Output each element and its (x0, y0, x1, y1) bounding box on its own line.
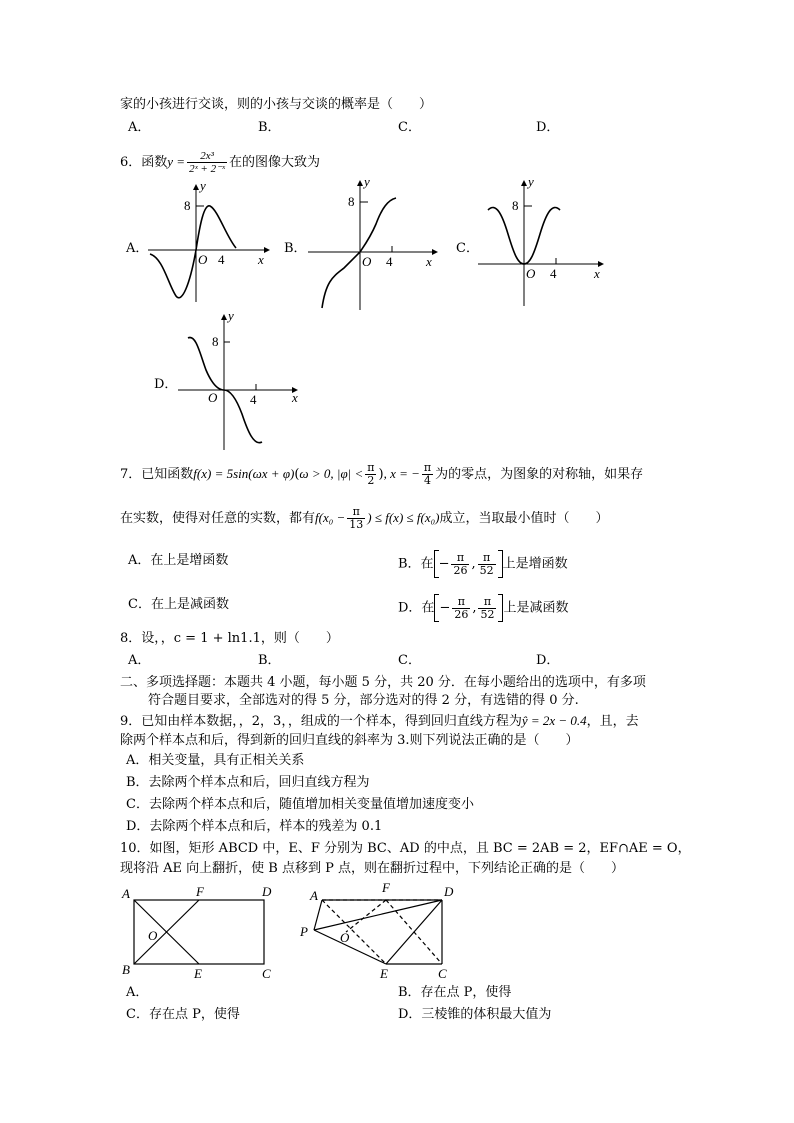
svg-text:x: x (292, 390, 298, 405)
svg-text:C: C (438, 966, 447, 981)
q9-option-b[interactable]: B．去除两个样本点和后，回归直线方程为 (126, 775, 370, 790)
q9-line2: 除两个样本点和后，得到新的回归直线的斜率为 3.则下列说法正确的是（ ） (120, 733, 579, 748)
svg-text:E: E (194, 966, 202, 981)
svg-text:F: F (196, 884, 204, 899)
svg-text:O: O (362, 254, 372, 269)
svg-text:D: D (444, 884, 454, 899)
q8-option-c[interactable]: C． (398, 653, 421, 668)
svg-text:8: 8 (348, 194, 355, 209)
svg-text:x: x (426, 254, 432, 269)
svg-text:4: 4 (386, 254, 393, 269)
svg-text:O: O (526, 266, 536, 281)
q7-line1: 7．已知函数f(x) = 5sin(ωx + φ)(ω > 0, |φ| < $\frac{\pi}{2}$ ), x = − $\frac{\pi}{4}$ 为的零点，为图象的对称轴，如果存 (120, 461, 644, 487)
svg-text:O: O (198, 252, 208, 267)
svg-text:P: P (300, 924, 308, 939)
svg-text:E: E (380, 966, 388, 981)
svg-text:C: C (262, 966, 271, 981)
q10-option-b[interactable]: B．存在点 P，使得 (398, 985, 512, 1000)
q9-option-c[interactable]: C．去除两个样本点和后，随值增加相关变量值增加速度变小 (126, 797, 474, 812)
q10-option-d[interactable]: D．三棱锥的体积最大值为 (398, 1007, 552, 1022)
q6-option-a-label[interactable]: A． (126, 241, 149, 256)
q10-option-a[interactable]: A． (126, 985, 149, 1000)
q7-option-b[interactable]: B．在 − $\frac{\pi}{26}$ , $\frac{\pi}{52}$ 上是增函数 (398, 550, 568, 577)
q5-option-d[interactable]: D． (536, 120, 560, 135)
svg-text:A: A (122, 886, 130, 901)
q10-option-c[interactable]: C．存在点 P，使得 (126, 1007, 240, 1022)
q8-option-b[interactable]: B． (258, 653, 281, 668)
svg-text:4: 4 (550, 266, 557, 281)
q8-option-d[interactable]: D． (536, 653, 560, 668)
q6-stem: 6．函数y = $\frac{\text{2x³}}{\text{2ˣ + 2⁻ˣ}}$ 在的图像大致为 (120, 150, 321, 175)
q9-option-a[interactable]: A．相关变量，具有正相关关系 (126, 753, 305, 768)
q8-stem: 8．设，，c = 1 + ln1.1，则（ ） (120, 631, 339, 646)
svg-text:A: A (310, 888, 318, 903)
svg-text:4: 4 (218, 252, 225, 267)
q9-line1: 9．已知由样本数据，，2，3，，组成的一个样本，得到回归直线方程为ŷ = 2x − 0.4，且，去 (120, 713, 639, 729)
svg-text:x: x (594, 266, 600, 281)
q7-option-a[interactable]: A．在上是增函数 (128, 553, 229, 568)
q8-option-a[interactable]: A． (128, 653, 151, 668)
q5-stem-tail: 家的小孩进行交谈，则的小孩与交谈的概率是（ ） (120, 97, 433, 112)
q10-line1: 10．如图，矩形 ABCD 中，E、F 分别为 BC、AD 的中点，且 BC = 2AB = 2，EF∩AE = O， (120, 841, 691, 856)
q10-line2: 现将沿 AE 向上翻折，使 B 点移到 P 点，则在翻折过程中，下列结论正确的是（ ） (120, 861, 624, 876)
svg-text:x: x (258, 252, 264, 267)
q6-graph-c[interactable] (478, 174, 608, 310)
q6-fraction: $\frac{\text{2x³}}{\text{2ˣ + 2⁻ˣ}}$ (189, 150, 226, 175)
q7-option-c[interactable]: C．在上是减函数 (128, 597, 229, 612)
section2-heading-line1: 二、多项选择题：本题共 4 小题，每小题 5 分，共 20 分．在每小题给出的选项中，有多项 (120, 675, 646, 690)
svg-text:B: B (122, 962, 130, 977)
svg-text:O: O (208, 390, 218, 405)
q5-option-a[interactable]: A． (128, 120, 151, 135)
q6-option-b-label[interactable]: B． (284, 241, 307, 256)
svg-text:O: O (340, 930, 350, 945)
q10-figure-folded (296, 880, 466, 980)
q6-graph-d[interactable] (178, 308, 308, 454)
q6-option-c-label[interactable]: C． (456, 241, 479, 256)
svg-text:O: O (148, 928, 158, 943)
q5-option-b[interactable]: B． (258, 120, 281, 135)
svg-text:y: y (228, 308, 234, 323)
q5-option-c[interactable]: C． (398, 120, 421, 135)
q6-graph-a[interactable] (148, 178, 268, 304)
svg-text:y: y (528, 174, 534, 189)
svg-text:8: 8 (512, 198, 519, 213)
q7-line2: 在实数，使得对任意的实数，都有f(x₀ − $\frac{\pi}{13}$ ) ≤ f(x) ≤ f(x₀)成立，当取最小值时（ ） (120, 505, 609, 531)
svg-text:y: y (200, 178, 206, 193)
svg-text:y: y (364, 174, 370, 189)
q10-figure-rectangle (118, 884, 288, 980)
q7-option-d[interactable]: D．在 − $\frac{\pi}{26}$ , $\frac{\pi}{52}$ 上是减函数 (398, 594, 569, 621)
svg-text:8: 8 (212, 334, 219, 349)
svg-text:8: 8 (184, 198, 191, 213)
section2-heading-line2: 符合题目要求，全部选对的得 5 分，部分选对的得 2 分，有选错的得 0 分. (148, 693, 579, 708)
svg-text:D: D (262, 884, 272, 899)
q9-option-d[interactable]: D．去除两个样本点和后，样本的残差为 0.1 (126, 819, 383, 834)
svg-text:4: 4 (250, 392, 257, 407)
q6-graph-b[interactable] (308, 174, 438, 310)
svg-text:F: F (382, 880, 390, 895)
q6-option-d-label[interactable]: D． (154, 377, 178, 392)
